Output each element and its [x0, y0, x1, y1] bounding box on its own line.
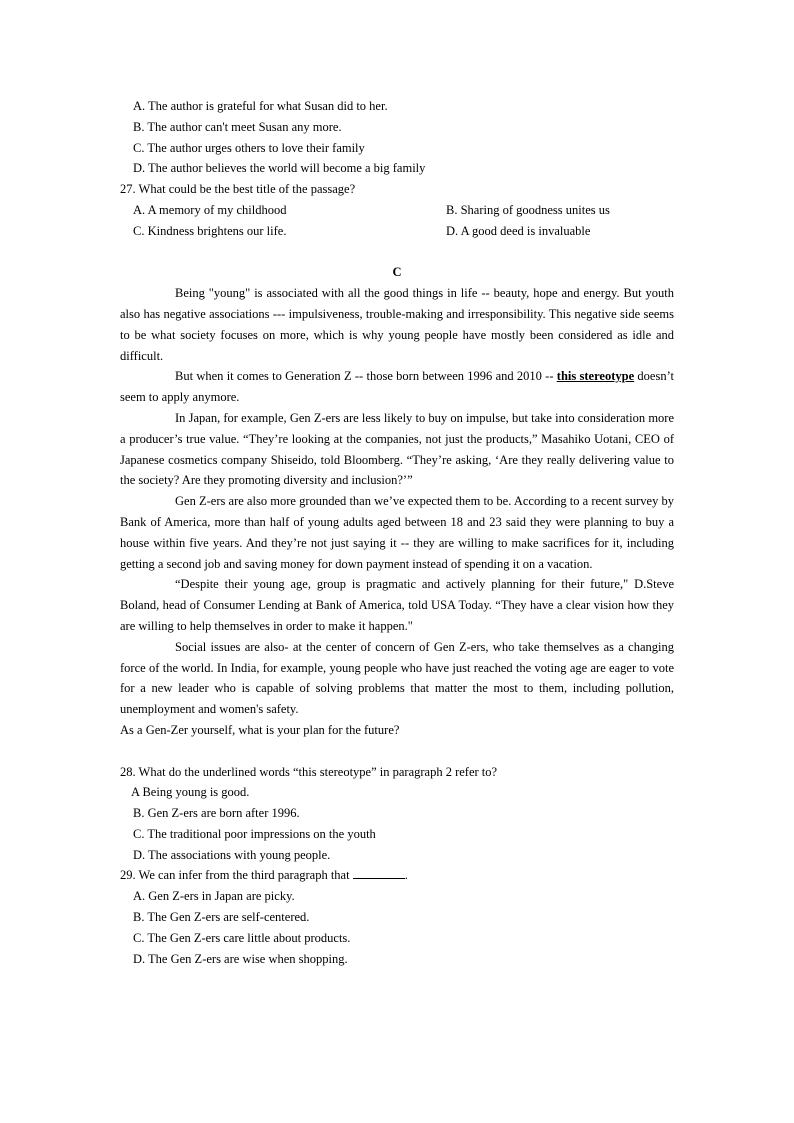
q27-option-d: D. A good deed is invaluable [446, 223, 591, 238]
paragraph-2-text: But when it comes to Generation Z -- those born between 1996 and 2010 -- [175, 369, 557, 384]
q26-option-b: B. The author can't meet Susan any more. [133, 119, 342, 134]
q27-row-2 [120, 221, 674, 242]
passage-heading: C [392, 265, 402, 280]
answer-blank [353, 866, 405, 879]
q29-option-b: B. The Gen Z-ers are self-centered. [133, 910, 310, 925]
q28-option-d: D. The associations with young people. [133, 847, 331, 862]
q29-stem: 29. We can infer from the third paragraph that [120, 868, 350, 883]
q28 [120, 762, 674, 866]
q28-option-b: B. Gen Z-ers are born after 1996. [133, 806, 300, 821]
q27-stem: 27. What could be the best title of the passage? [120, 182, 356, 197]
exam-page [120, 96, 674, 969]
q26-option-d: D. The author believes the world will become a big family [133, 161, 426, 176]
q29-option-a: A. Gen Z-ers in Japan are picky. [133, 889, 295, 904]
q29-stem-end: . [404, 868, 408, 883]
q26-option-c: C. The author urges others to love their family [133, 140, 365, 155]
q26-options [120, 96, 674, 179]
q27-row-1 [120, 200, 674, 221]
q27-option-b: B. Sharing of goodness unites us [446, 202, 610, 217]
paragraph-5: “Despite their young age, group is pragmatic and actively planning for their future," D.Steve Boland, head of Consumer Lending at Bank of America, told USA Today. “They have a clear vision how they are willing to help themselves in order to make it happen." [120, 577, 674, 633]
paragraph-4: Gen Z-ers are also more grounded than we’ve expected them to be. According to a recent survey by Bank of America, more than half of young adults aged between 18 and 23 said they were planning to buy a house within five years. And they’re not just saying it -- they are willing to make sacrifices for it, including getting a second job and saving money for down payment instead of spending it on a vacation. [120, 494, 674, 571]
q29-stem-line [120, 865, 674, 886]
q27 [120, 179, 674, 241]
passage-body [120, 283, 674, 741]
paragraph-1: Being "young" is associated with all the good things in life -- beauty, hope and energy. But youth also has negative associations --- impulsiveness, trouble-making and irresponsibility. This negative side seems to be what society focuses on more, which is why young people have mostly been considered as idle and difficult. [120, 286, 674, 363]
paragraph-2 [120, 366, 674, 408]
q26-option-a: A. The author is grateful for what Susan did to her. [133, 99, 388, 113]
q28-stem: 28. What do the underlined words “this stereotype” in paragraph 2 refer to? [120, 764, 498, 779]
underlined-phrase: this stereotype [556, 369, 635, 384]
paragraph-6: Social issues are also- at the center of concern of Gen Z-ers, who take themselves as a changing force of the world. In India, for example, young people who have just reached the voting age are eager to vote for a new leader who is capable of solving problems that matter the most to them, including pollution, unemployment and women's safety. [120, 639, 674, 717]
q28-option-a: A Being young is good. [131, 785, 250, 800]
paragraph-3: In Japan, for example, Gen Z-ers are less likely to buy on impulse, but take into consideration more a producer’s true value. “They’re looking at the companies, not just the products,” Masahiko Uotani, CEO of Japanese cosmetics company Shiseido, told Bloomberg. “They’re asking, ‘Are they really delivering value to the society? Are they promoting diversity and inclusion?’” [120, 410, 674, 488]
paragraph-2-end: doesn’t seem to apply anymore. [120, 369, 674, 405]
q29-option-d: D. The Gen Z-ers are wise when shopping. [133, 951, 348, 966]
spacer [120, 741, 674, 762]
paragraph-7: As a Gen-Zer yourself, what is your plan for the future? [120, 722, 400, 737]
q27-option-a: A. A memory of my childhood [133, 202, 287, 217]
q27-option-c: C. Kindness brightens our life. [133, 223, 287, 238]
q29-option-c: C. The Gen Z-ers care little about products. [133, 930, 351, 945]
q29 [120, 865, 674, 969]
q28-option-c: C. The traditional poor impressions on the youth [133, 826, 376, 841]
